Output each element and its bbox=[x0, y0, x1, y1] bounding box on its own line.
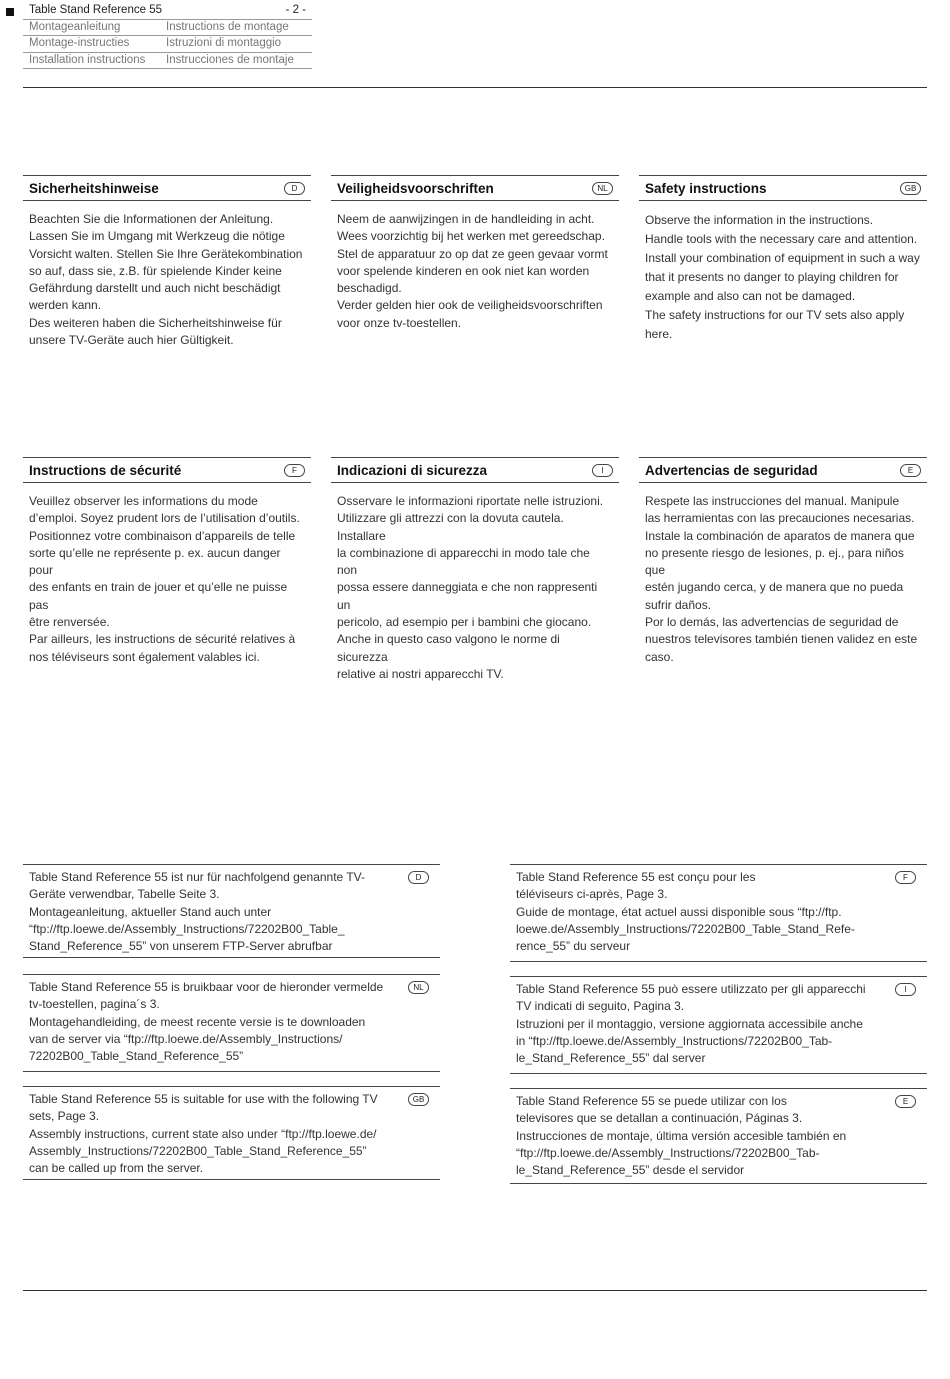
page-number: - 2 - bbox=[285, 4, 306, 16]
header-cell: Installation instructions bbox=[29, 53, 146, 66]
text-line: la combinazione di apparecchi in modo tale che non bbox=[337, 545, 590, 578]
text-line: 72202B00_Table_Stand_Reference_55” bbox=[29, 1049, 244, 1064]
text-line: Par ailleurs, les instructions de sécurité relatives à bbox=[29, 632, 296, 647]
safety-section-gb bbox=[639, 175, 927, 344]
safety-section-de bbox=[23, 175, 311, 349]
text-line: Handle tools with the necessary care and attention. bbox=[645, 232, 918, 246]
compat-text bbox=[29, 979, 399, 1065]
header-cell: Istruzioni di montaggio bbox=[166, 37, 282, 49]
text-line: so auf, dass sie, z.B. für spielende Kinder keine bbox=[29, 263, 282, 278]
top-divider bbox=[23, 87, 927, 88]
text-line: Por lo demás, las advertencias de seguridad de bbox=[645, 615, 899, 630]
text-line: The safety instructions for our TV sets also apply bbox=[645, 308, 905, 322]
language-badge: F bbox=[284, 464, 305, 477]
section-title-bar bbox=[331, 175, 619, 201]
text-line: Osservare le informazioni riportate nelle istruzioni. bbox=[337, 494, 604, 508]
text-line: “ftp://ftp.loewe.de/Assembly_Instructions/72202B00_Tab- bbox=[516, 1145, 820, 1160]
compat-text bbox=[29, 869, 399, 955]
text-line: no presente riesgo de lesiones, p. ej., para niños que bbox=[645, 545, 904, 578]
header-cell: Instrucciones de montaje bbox=[166, 53, 294, 66]
text-line: d’emploi. Soyez prudent lors de l’utilisation d’outils. bbox=[29, 511, 300, 526]
text-line: Stel de apparatuur zo op dat ze geen gevaar vormt bbox=[337, 246, 608, 261]
text-line: werden kann. bbox=[29, 298, 102, 313]
text-line: rence_55” du serveur bbox=[516, 939, 631, 954]
text-line: Guide de montage, état actuel aussi disponible sous “ftp://ftp. bbox=[516, 904, 842, 919]
compat-box-de bbox=[23, 864, 440, 958]
text-line: être renversée. bbox=[29, 615, 110, 630]
text-line: Positionnez votre combinaison d’appareils de telle bbox=[29, 528, 296, 543]
text-line: voor onze tv-toestellen. bbox=[337, 315, 462, 330]
section-body bbox=[639, 483, 927, 666]
text-line: example and also can not be damaged. bbox=[645, 289, 856, 303]
text-line: Table Stand Reference 55 ist nur für nachfolgend genannte TV- bbox=[29, 870, 366, 884]
text-line: Anche in questo caso valgono le norme di sicurezza bbox=[337, 632, 560, 664]
text-line: le_Stand_Reference_55” desde el servidor bbox=[516, 1163, 745, 1178]
text-line: Assembly_Instructions/72202B00_Table_Stand_Reference_55” bbox=[29, 1143, 367, 1158]
language-badge: NL bbox=[408, 981, 429, 994]
safety-section-es bbox=[639, 457, 927, 666]
text-line: beschadigd. bbox=[337, 281, 402, 296]
text-line: Gefährdung darstellt und auch nicht beschädigt bbox=[29, 281, 281, 296]
text-line: Table Stand Reference 55 può essere utilizzato per gli apparecchi bbox=[516, 982, 866, 996]
section-body bbox=[331, 483, 619, 683]
text-line: relative ai nostri apparecchi TV. bbox=[337, 666, 504, 681]
text-line: Stand_Reference_55” von unserem FTP-Server abrufbar bbox=[29, 939, 333, 954]
header-cell: Montageanleitung bbox=[29, 20, 121, 33]
language-badge: D bbox=[408, 871, 429, 884]
header-title-row bbox=[23, 3, 312, 20]
section-body bbox=[331, 201, 619, 332]
section-title-bar bbox=[331, 457, 619, 483]
compat-text bbox=[29, 1091, 399, 1177]
section-title: Veiligheidsvoorschriften bbox=[337, 180, 494, 196]
section-title: Advertencias de seguridad bbox=[645, 462, 818, 478]
text-line: Vorsicht walten. Stellen Sie Ihre Gerätekombination bbox=[29, 246, 303, 261]
text-line: Install your combination of equipment in such a way bbox=[645, 251, 920, 265]
text-line: Veuillez observer les informations du mode bbox=[29, 494, 258, 508]
text-line: caso. bbox=[645, 649, 674, 664]
text-line: Assembly instructions, current state also under “ftp://ftp.loewe.de/ bbox=[29, 1126, 377, 1141]
text-line: unsere TV-Geräte auch hier Gültigkeit. bbox=[29, 333, 234, 348]
header-row bbox=[23, 20, 312, 37]
compat-box-fr bbox=[510, 864, 927, 962]
text-line: Instale la combinación de aparatos de manera que bbox=[645, 528, 915, 543]
text-line: des enfants en train de jouer et qu’elle ne puisse pas bbox=[29, 580, 288, 612]
text-line: Respete las instrucciones del manual. Manipule bbox=[645, 494, 900, 508]
text-line: Beachten Sie die Informationen der Anleitung. bbox=[29, 212, 274, 226]
text-line: that it presents no danger to playing children for bbox=[645, 270, 899, 284]
text-line: téléviseurs ci-après, Page 3. bbox=[516, 887, 668, 902]
text-line: Montagehandleiding, de meest recente versie is te downloaden bbox=[29, 1014, 366, 1029]
text-line: le_Stand_Reference_55” dal server bbox=[516, 1051, 706, 1066]
safety-section-fr bbox=[23, 457, 311, 666]
text-line: loewe.de/Assembly_Instructions/72202B00_Table_Stand_Refe- bbox=[516, 921, 855, 936]
text-line: in “ftp://ftp.loewe.de/Assembly_Instructions/72202B00_Tab- bbox=[516, 1033, 833, 1048]
text-line: sorte qu’elle ne représente p. ex. aucun danger pour bbox=[29, 545, 281, 578]
text-line: pericolo, ad esempio per i bambini che giocano. bbox=[337, 615, 592, 630]
text-line: Istruzioni per il montaggio, versione aggiornata accessibile anche bbox=[516, 1016, 863, 1031]
text-line: Instrucciones de montaje, última versión accesible también en bbox=[516, 1128, 847, 1143]
compat-box-nl bbox=[23, 974, 440, 1072]
safety-section-it bbox=[331, 457, 619, 683]
text-line: van de server via “ftp://ftp.loewe.de/Assembly_Instructions/ bbox=[29, 1031, 343, 1046]
text-line: Utilizzare gli attrezzi con la dovuta cautela. Installare bbox=[337, 511, 564, 543]
text-line: nuestros televisores también tienen validez en este bbox=[645, 632, 918, 647]
text-line: here. bbox=[645, 327, 673, 341]
compat-box-gb bbox=[23, 1086, 440, 1180]
compat-box-es bbox=[510, 1088, 927, 1184]
text-line: televisores que se detallan a continuación, Páginas 3. bbox=[516, 1111, 803, 1126]
text-line: Wees voorzichtig bij het werken met gereedschap. bbox=[337, 229, 605, 244]
text-line: sufrir daños. bbox=[645, 597, 712, 612]
header-row bbox=[23, 53, 312, 70]
section-body bbox=[23, 483, 311, 666]
text-line: nos téléviseurs sont également valables ici. bbox=[29, 649, 260, 664]
header-cell: Instructions de montage bbox=[166, 20, 289, 33]
compat-text bbox=[516, 869, 886, 955]
section-title-bar bbox=[23, 457, 311, 483]
text-line: Lassen Sie im Umgang mit Werkzeug die nötige bbox=[29, 229, 285, 244]
header-row bbox=[23, 36, 312, 53]
language-badge: D bbox=[284, 182, 305, 195]
language-badge: E bbox=[900, 464, 921, 477]
safety-section-nl bbox=[331, 175, 619, 332]
text-line: “ftp://ftp.loewe.de/Assembly_Instructions/72202B00_Table_ bbox=[29, 921, 345, 936]
doc-title: Table Stand Reference 55 bbox=[29, 4, 162, 16]
section-body bbox=[639, 201, 927, 344]
compat-text bbox=[516, 1093, 886, 1179]
section-title-bar bbox=[23, 175, 311, 201]
language-badge: GB bbox=[408, 1093, 429, 1106]
text-line: possa essere danneggiata e che non rappresenti un bbox=[337, 580, 598, 612]
text-line: Montageanleitung, aktueller Stand auch unter bbox=[29, 904, 272, 919]
section-title: Safety instructions bbox=[645, 180, 767, 196]
text-line: Table Stand Reference 55 is suitable for use with the following TV bbox=[29, 1092, 378, 1106]
text-line: estén jugando cerca, y de manera que no pueda bbox=[645, 580, 904, 595]
header-cell: Montage-instructies bbox=[29, 37, 130, 49]
text-line: sets, Page 3. bbox=[29, 1109, 100, 1124]
text-line: tv-toestellen, pagina´s 3. bbox=[29, 997, 160, 1012]
header-table bbox=[23, 3, 312, 69]
language-badge: I bbox=[895, 983, 916, 996]
text-line: Table Stand Reference 55 se puede utilizar con los bbox=[516, 1094, 787, 1108]
text-line: las herramientas con las precauciones necesarias. bbox=[645, 511, 915, 526]
section-title: Instructions de sécurité bbox=[29, 462, 182, 478]
text-line: Neem de aanwijzingen in de handleiding in acht. bbox=[337, 212, 595, 226]
section-body bbox=[23, 201, 311, 349]
section-title-bar bbox=[639, 175, 927, 201]
text-line: Geräte verwendbar, Tabelle Seite 3. bbox=[29, 887, 220, 902]
text-line: Des weiteren haben die Sicherheitshinweise für bbox=[29, 315, 282, 330]
language-badge: F bbox=[895, 871, 916, 884]
language-badge: E bbox=[895, 1095, 916, 1108]
text-line: TV indicati di seguito, Pagina 3. bbox=[516, 999, 685, 1014]
section-title-bar bbox=[639, 457, 927, 483]
section-title: Sicherheitshinweise bbox=[29, 180, 159, 196]
text-line: can be called up from the server. bbox=[29, 1161, 204, 1176]
compat-text bbox=[516, 981, 886, 1067]
language-badge: GB bbox=[900, 182, 921, 195]
text-line: Table Stand Reference 55 est conçu pour les bbox=[516, 870, 756, 884]
text-line: voor spelende kinderen en ook niet kan worden bbox=[337, 263, 590, 278]
compat-box-it bbox=[510, 976, 927, 1074]
text-line: Verder gelden hier ook de veiligheidsvoorschriften bbox=[337, 298, 603, 313]
section-title: Indicazioni di sicurezza bbox=[337, 462, 488, 478]
text-line: Table Stand Reference 55 is bruikbaar voor de hieronder vermelde bbox=[29, 980, 384, 994]
header-bullet bbox=[6, 8, 14, 16]
language-badge: I bbox=[592, 464, 613, 477]
bottom-divider bbox=[23, 1290, 927, 1291]
text-line: Observe the information in the instructions. bbox=[645, 213, 874, 227]
language-badge: NL bbox=[592, 182, 613, 195]
